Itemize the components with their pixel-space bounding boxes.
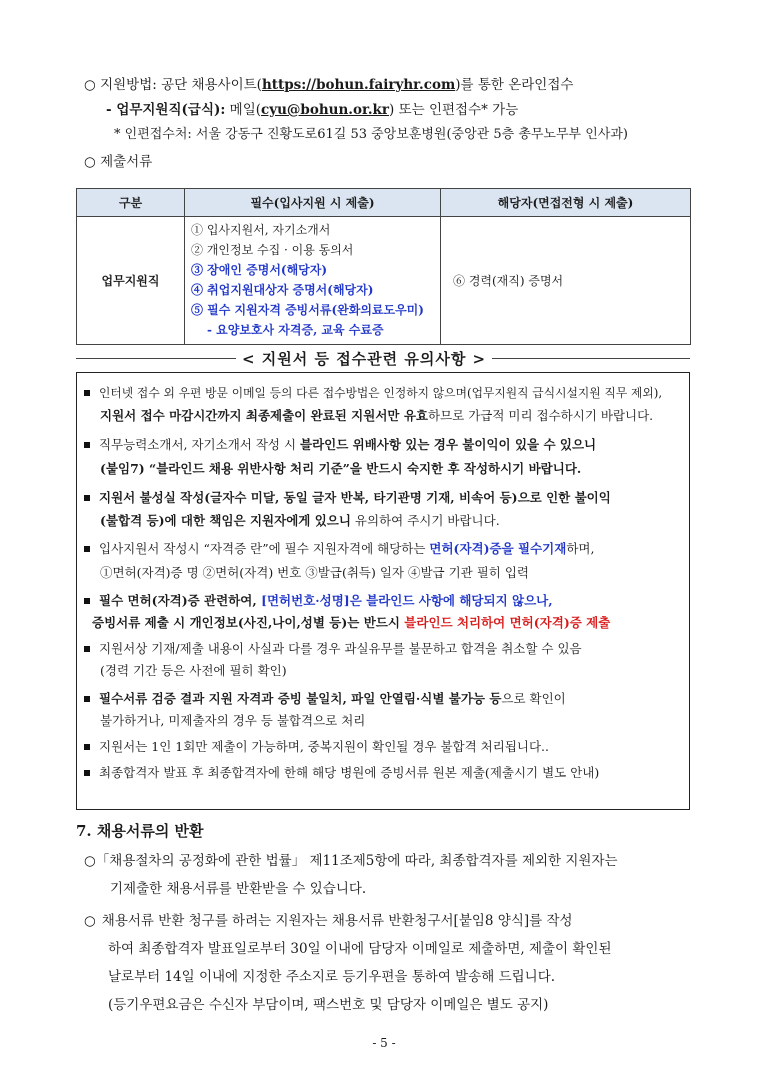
notice-item xyxy=(84,436,596,454)
section-title: 7. 채용서류의 반환 xyxy=(76,822,204,840)
notice-item-cont xyxy=(100,407,653,425)
notice-bold: (불합격 등)에 대한 책임은 지원자에게 있으니 xyxy=(100,513,351,528)
paragraph-line: 하여 최종합격자 발표일로부터 30일 이내에 담당자 이메일로 제출하면, 제출이 확인된 xyxy=(108,941,612,957)
email-link[interactable]: cyu@bohun.or.kr xyxy=(261,102,390,118)
optional-cell: ⑥ 경력(재직) 증명서 xyxy=(441,217,691,345)
notice-item xyxy=(84,384,662,402)
required-item: ⑤ 필수 지원자격 증빙서류(완화의료도우미) xyxy=(191,303,424,317)
paragraph-line: 날로부터 14일 이내에 지정한 주소지로 등기우편을 통하여 발송해 드립니다. xyxy=(108,969,556,985)
paragraph-text: 채용서류 반환 청구를 하려는 지원자는 채용서류 반환청구서[붙임8 양식]를 작성 xyxy=(101,913,573,929)
bullet-circle: ○ xyxy=(84,853,96,869)
notice-text: 지원서 불성실 작성(글자수 미달, 동일 글자 반복, 타기관명 기재, 비속어 등)으로 인한 불이익 xyxy=(99,490,611,505)
notice-text: 입사지원서 작성시 “자격증 란”에 필수 지원자격에 해당하는 xyxy=(99,541,430,556)
notice-item-cont xyxy=(100,512,500,530)
required-item: ② 개인정보 수집 · 이용 동의서 xyxy=(191,243,354,257)
square-bullet xyxy=(84,744,90,750)
header-required: 필수(입사지원 시 제출) xyxy=(185,189,441,217)
notice-item xyxy=(84,489,611,507)
notice-text: 하며, xyxy=(566,541,595,556)
paragraph-line xyxy=(84,850,618,872)
notice-item-cont: ①면허(자격)증 명 ②면허(자격) 번호 ③발급(취득) 일자 ④발급 기관 필히 입력 xyxy=(100,565,529,580)
paragraph-line xyxy=(84,910,573,932)
bullet-circle: ○ xyxy=(84,913,96,929)
category-cell: 업무지원직 xyxy=(77,217,185,345)
notice-item xyxy=(84,690,566,708)
notice-text: 하므로 가급적 미리 접수하시기 바랍니다. xyxy=(428,408,654,423)
bullet-circle: ○ xyxy=(84,154,96,170)
paragraph-line: 기제출한 채용서류를 반환받을 수 있습니다. xyxy=(110,881,367,897)
required-item: ④ 취업지원대상자 증명서(해당자) xyxy=(191,283,374,297)
square-bullet xyxy=(84,495,90,501)
paragraph-line: (등기우편요금은 수신자 부담이며, 팩스번호 및 담당자 이메일은 별도 공지) xyxy=(108,997,549,1013)
paragraph-text: 「채용절차의 공정화에 관한 법률」 제11조제5항에 따라, 최종합격자를 제외한 지원자는 xyxy=(95,853,618,869)
notice-item xyxy=(84,592,553,610)
header-category: 구분 xyxy=(77,189,185,217)
dash-prefix: - xyxy=(106,102,117,118)
mail-pre: 메일( xyxy=(225,102,261,118)
support-staff-label: 업무지원직(급식): xyxy=(116,102,226,118)
notice-text: 필수 면허(자격)증 관련하여, xyxy=(99,593,262,608)
apply-method-line xyxy=(84,76,573,94)
documents-table xyxy=(76,188,691,345)
table-row xyxy=(77,217,691,345)
notice-bold: 필수서류 검증 결과 지원 자격과 증빙 불일치, 파일 안열림·식별 불가능 등 xyxy=(99,691,502,706)
required-item: ③ 장애인 증명서(해당자) xyxy=(191,263,328,277)
square-bullet xyxy=(84,442,90,448)
notice-text: 증빙서류 제출 시 개인정보(사진,나이,성별 등)는 반드시 xyxy=(92,615,405,630)
notice-item xyxy=(84,738,549,756)
notice-item-cont: 불가하거나, 미제출자의 경우 등 불합격으로 처리 xyxy=(100,713,366,728)
notice-title: < 지원서 등 접수관련 유의사항 > xyxy=(236,348,492,369)
required-cell xyxy=(185,217,441,345)
docs-label: 제출서류 xyxy=(100,154,153,170)
square-bullet xyxy=(84,696,90,702)
header-optional: 해당자(면접전형 시 제출) xyxy=(441,189,691,217)
notice-item-cont xyxy=(92,614,610,632)
square-bullet xyxy=(84,598,90,604)
square-bullet xyxy=(84,546,90,552)
notice-text: 지원서상 기재/제출 내용이 사실과 다를 경우 과실유무를 불문하고 합격을 취소할 수 있음 xyxy=(99,641,582,656)
bullet-circle: ○ xyxy=(84,77,96,93)
page-number: - 5 - xyxy=(372,1036,396,1050)
required-subitem: - 요양보호사 자격증, 교육 수료증 xyxy=(207,323,384,337)
notice-item xyxy=(84,540,594,558)
notice-text: 유의하여 주시기 바랍니다. xyxy=(350,513,500,528)
apply-site-link[interactable]: https://bohun.fairyhr.com xyxy=(261,77,456,93)
notice-item xyxy=(84,640,582,658)
mail-post: ) 또는 인편접수* 가능 xyxy=(389,102,519,118)
notice-text: 최종합격자 발표 후 최종합격자에 한해 해당 병원에 증빙서류 원본 제출(제출시기 별도 안내) xyxy=(99,765,600,780)
notice-item-cont: (경력 기간 등은 사전에 필히 확인) xyxy=(100,663,287,678)
square-bullet xyxy=(84,770,90,776)
square-bullet xyxy=(84,646,90,652)
notice-text: 으로 확인이 xyxy=(501,691,566,706)
apply-method-tail: )를 통한 온라인접수 xyxy=(455,77,574,93)
notice-bold: 블라인드 위배사항 있는 경우 불이익이 있을 수 있으니 xyxy=(300,437,597,452)
apply-sub-line xyxy=(106,101,518,119)
docs-heading xyxy=(84,153,152,171)
apply-method-label: 지원방법: 공단 채용사이트( xyxy=(100,77,262,93)
notice-blue: [면허번호·성명]은 블라인드 사항에 해당되지 않으나, xyxy=(261,593,553,608)
notice-item-cont: (붙임7) “블라인드 채용 위반사항 처리 기준”을 반드시 숙지한 후 작성하시기 바랍니다. xyxy=(100,461,582,476)
notice-text: 지원서는 1인 1회만 제출이 가능하며, 중복지원이 확인될 경우 불합격 처리됩니다.. xyxy=(99,739,549,754)
notice-text: 인터넷 접수 외 우편 방문 이메일 등의 다른 접수방법은 인정하지 않으며(업무지원직 급식시설지원 직무 제외), xyxy=(99,386,663,400)
visit-note: * 인편접수처: 서울 강동구 진황도로61길 53 중앙보훈병원(중앙관 5층 총무노무부 인사과) xyxy=(114,127,628,142)
notice-item xyxy=(84,764,599,782)
required-item: ① 입사지원서, 자기소개서 xyxy=(191,223,331,237)
notice-text: 직무능력소개서, 자기소개서 작성 시 xyxy=(99,437,300,452)
table-header-row xyxy=(77,189,691,217)
notice-blue: 면허(자격)증을 필수기재 xyxy=(429,541,567,556)
notice-red: 블라인드 처리하여 면허(자격)증 제출 xyxy=(404,615,611,630)
square-bullet xyxy=(84,390,90,396)
notice-bold: 지원서 접수 마감시간까지 최종제출이 완료된 지원서만 유효 xyxy=(100,408,428,423)
